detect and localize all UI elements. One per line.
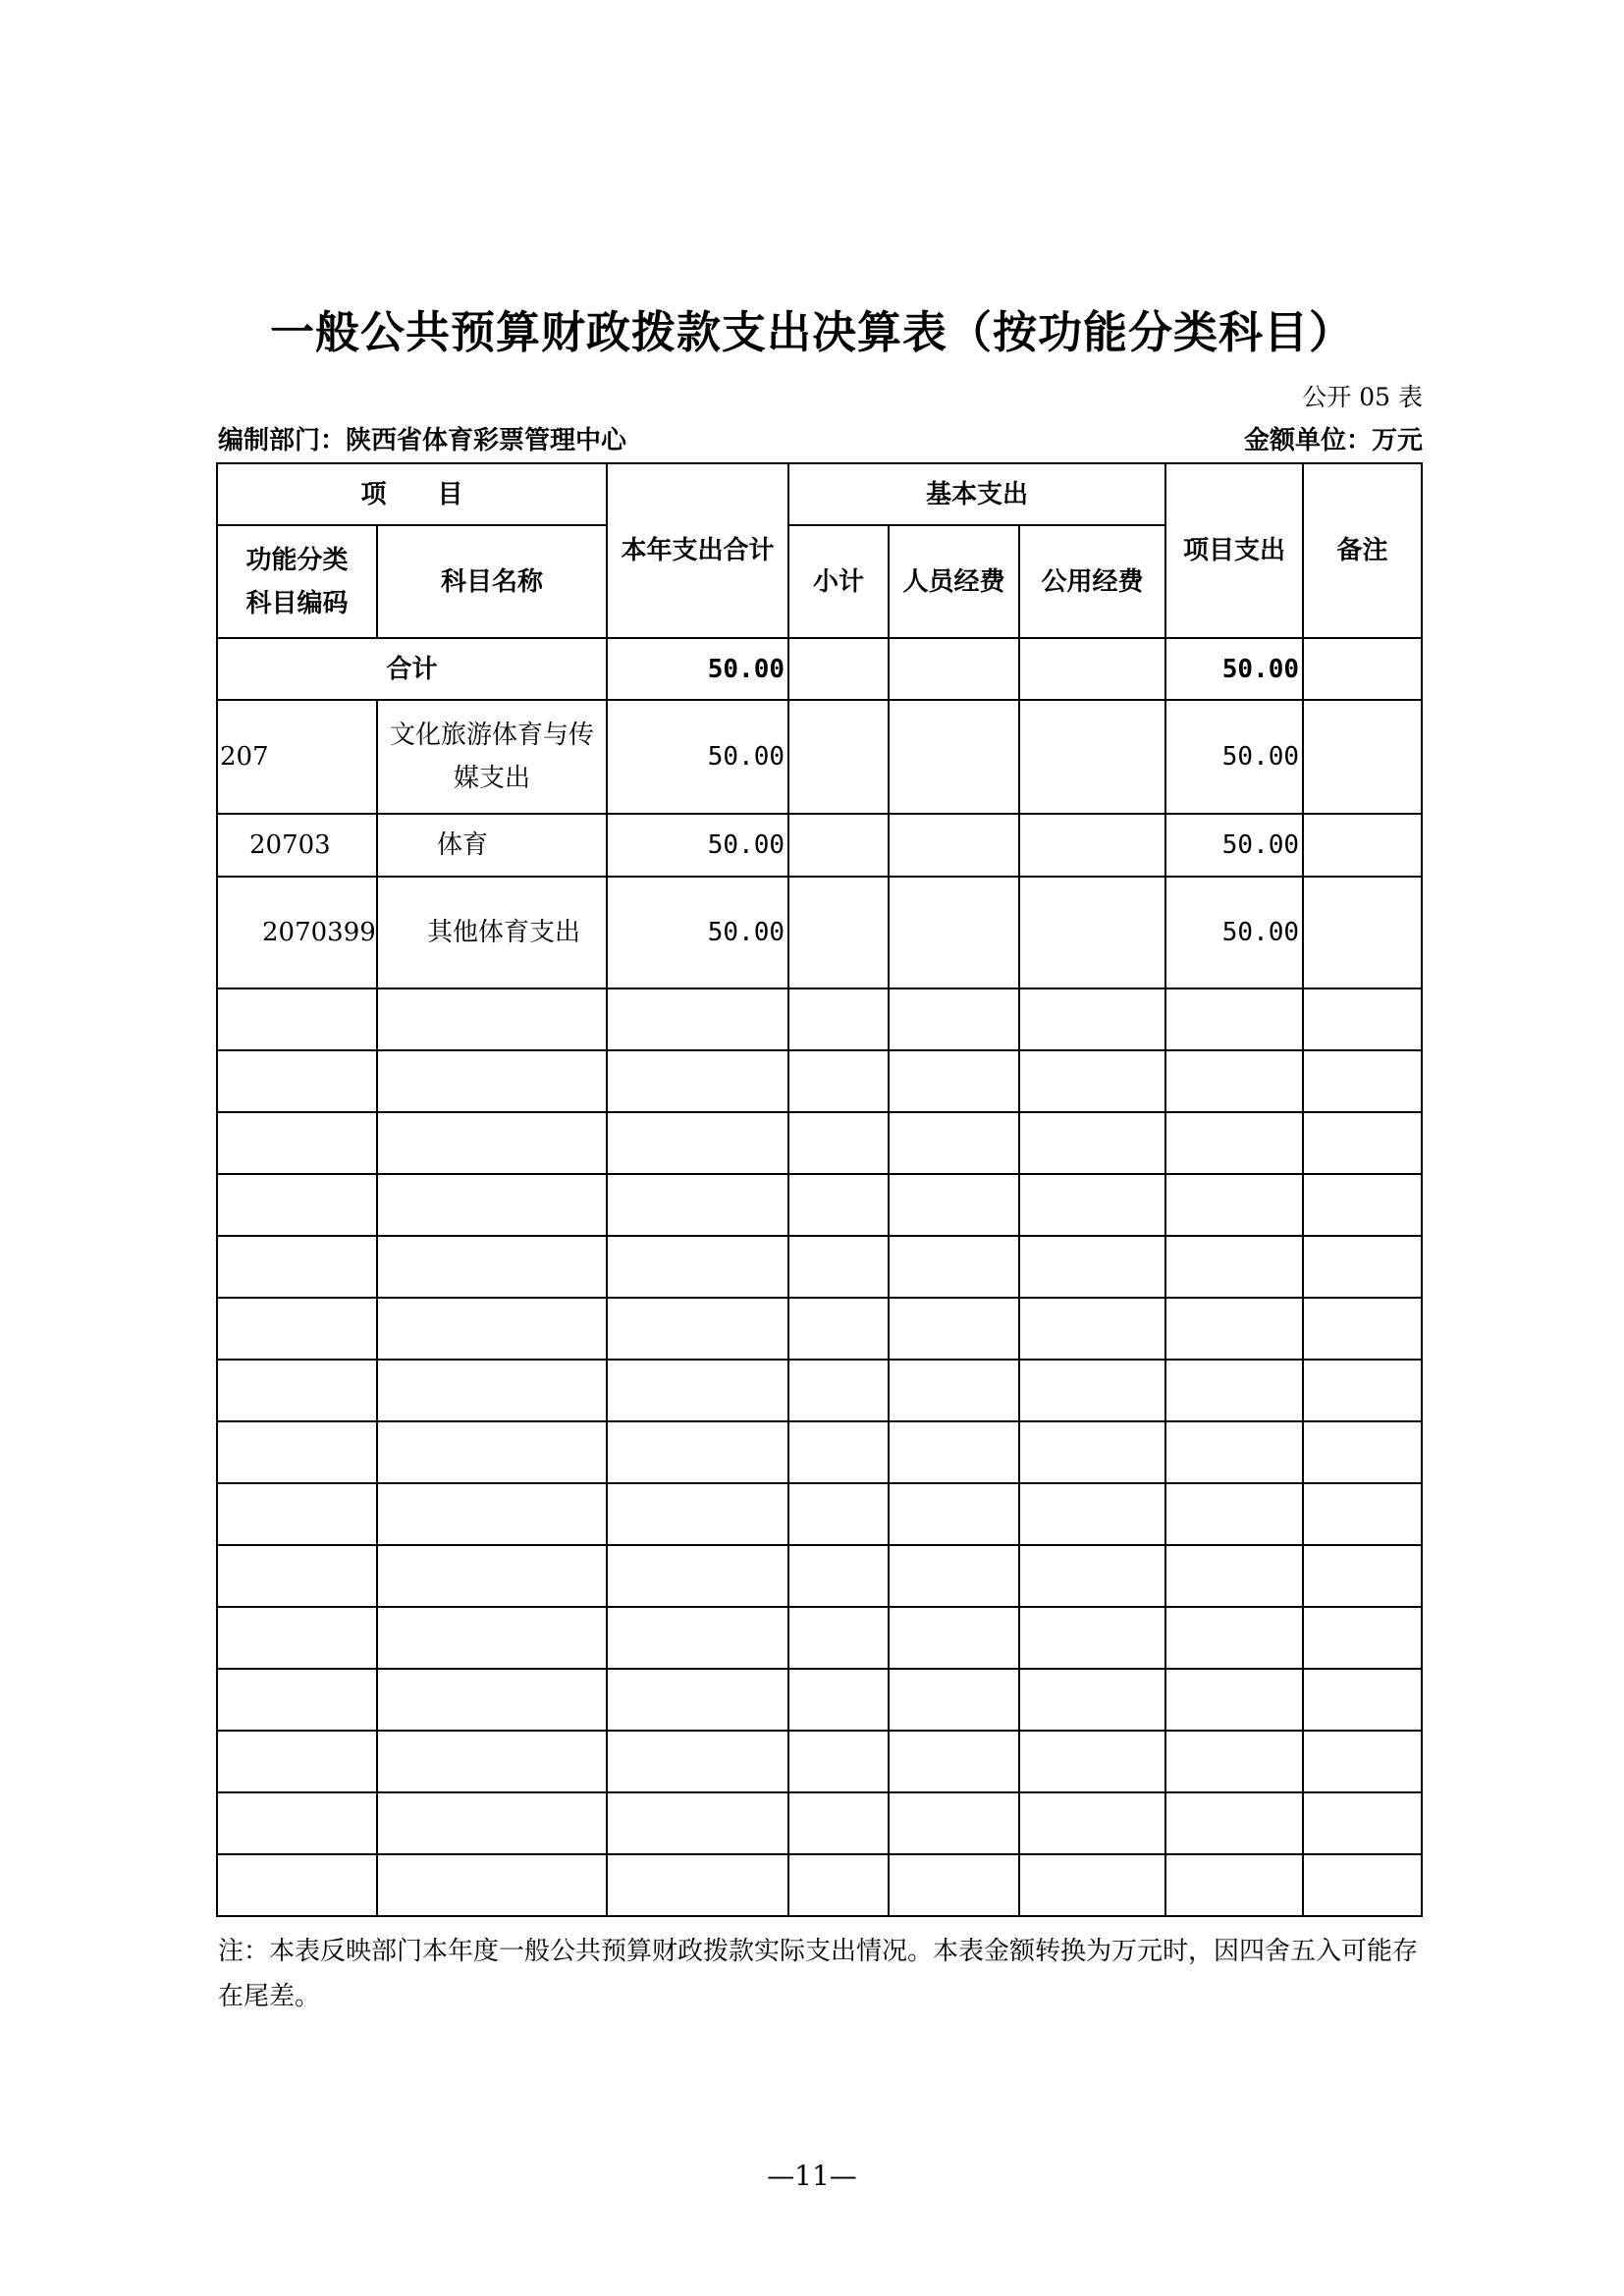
row-name: 其他体育支出 [377,877,607,988]
row-code: 2070399 [217,877,377,988]
header-subtotal: 小计 [788,525,889,638]
empty-row [217,988,1422,1050]
header-func-code: 功能分类科目编码 [217,525,377,638]
empty-row [217,1792,1422,1854]
empty-rows [217,988,1422,1916]
meta-line [218,420,1423,455]
header-subject-name: 科目名称 [377,525,607,638]
row-project: 50.00 [1165,814,1303,877]
empty-row [217,1360,1422,1421]
empty-row [217,1854,1422,1916]
empty-row [217,1607,1422,1669]
table-row [217,700,1422,814]
row-code: 207 [217,700,377,814]
empty-row [217,1545,1422,1607]
row-project: 50.00 [1165,700,1303,814]
row-total: 50.00 [607,814,788,877]
empty-row [217,1174,1422,1236]
total-label: 合计 [217,638,607,700]
header-personnel: 人员经费 [889,525,1019,638]
total-amount: 50.00 [607,638,788,700]
department-label: 编制部门：陕西省体育彩票管理中心 [218,426,627,455]
empty-row [217,1050,1422,1112]
document-title: 一般公共预算财政拨款支出决算表（按功能分类科目） [269,306,1354,358]
empty-row [217,1112,1422,1174]
page-number: —11— [767,2160,857,2192]
row-total: 50.00 [607,700,788,814]
footnote: 注：本表反映部门本年度一般公共预算财政拨款实际支出情况。本表金额转换为万元时，因四舍五入可能存在尾差。 [218,1937,1419,2011]
header-total: 本年支出合计 [607,463,788,638]
table-row [217,877,1422,988]
header-remark: 备注 [1303,463,1422,638]
header-item: 项 目 [217,463,607,525]
row-project: 50.00 [1165,877,1303,988]
form-number: 公开 05 表 [1302,383,1423,411]
row-total: 50.00 [607,877,788,988]
table-row [217,814,1422,877]
header-basic: 基本支出 [788,463,1165,525]
row-name: 体育 [377,814,607,877]
expenditure-table [216,462,1423,1917]
header-public: 公用经费 [1019,525,1165,638]
unit-label: 金额单位：万元 [1243,426,1423,455]
empty-row [217,1236,1422,1298]
header-project: 项目支出 [1165,463,1303,638]
total-project: 50.00 [1165,638,1303,700]
row-name: 文化旅游体育与传媒支出 [377,700,607,814]
empty-row [217,1298,1422,1360]
empty-row [217,1669,1422,1731]
empty-row [217,1731,1422,1792]
row-code: 20703 [217,814,377,877]
total-row [217,638,1422,700]
empty-row [217,1421,1422,1483]
empty-row [217,1483,1422,1545]
